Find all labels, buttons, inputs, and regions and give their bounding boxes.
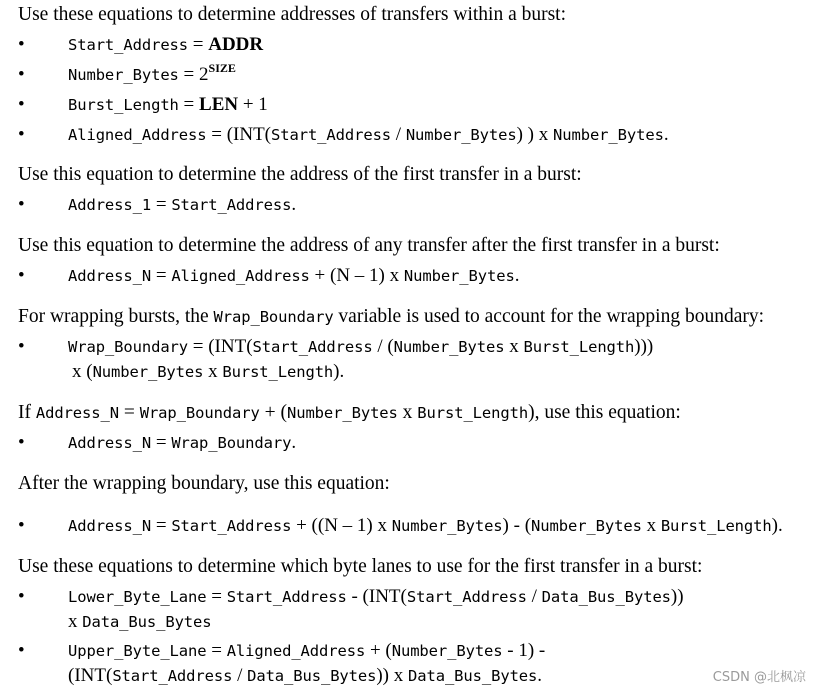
code-term: Number_Bytes <box>391 642 503 660</box>
paragraph-text: If <box>18 402 36 423</box>
code-term: Start_Address <box>112 667 233 685</box>
equation-upper-byte-lane <box>68 640 545 662</box>
first-transfer-paragraph: Use this equation to determine the address of the first transfer in a burst: <box>18 164 582 185</box>
code-term: Data_Bus_Bytes <box>408 667 538 685</box>
equation-operator: + ( <box>365 640 392 661</box>
equation-operator: x <box>504 336 524 357</box>
equation-operator: . <box>291 194 297 215</box>
code-term: Upper_Byte_Lane <box>68 642 207 660</box>
equation-operator: ). <box>771 515 783 536</box>
equation-operator: = <box>151 194 172 215</box>
exponent: SIZE <box>208 61 236 75</box>
equation-lower-byte-lane <box>68 586 684 608</box>
bullet-marker: • <box>18 94 25 115</box>
paragraph-text: variable is used to account for the wrapping boundary: <box>333 306 765 327</box>
equation-burst-length <box>68 94 268 116</box>
equation-aligned-address <box>68 124 669 146</box>
equation-lower-byte-lane-cont <box>68 611 212 633</box>
code-term: Start_Address <box>226 588 347 606</box>
equation-operator: = <box>188 34 209 55</box>
code-term: Address_N <box>68 267 152 285</box>
code-term: Number_Bytes <box>553 126 664 144</box>
code-term: Data_Bus_Bytes <box>82 613 212 631</box>
equation-upper-byte-lane-cont <box>68 665 542 687</box>
wrapping-paragraph <box>18 306 764 328</box>
code-term: Wrap_Boundary <box>68 338 189 356</box>
code-term: Wrap_Boundary <box>213 308 334 326</box>
paragraph-text: + ( <box>259 402 287 423</box>
code-term: Aligned_Address <box>68 126 207 144</box>
code-term: Number_Bytes <box>403 267 515 285</box>
code-term: Number_Bytes <box>393 338 505 356</box>
code-term: Burst_Length <box>417 404 529 422</box>
paragraph-text: = <box>118 402 140 423</box>
code-term: Number_Bytes <box>68 66 179 84</box>
equation-operator: = <box>206 586 227 607</box>
equation-operator: x <box>641 515 661 536</box>
code-term: Number_Bytes <box>92 363 204 381</box>
bullet-marker: • <box>18 64 25 85</box>
code-term: Aligned_Address <box>171 267 310 285</box>
bullet-marker: • <box>18 124 25 145</box>
code-term: Number_Bytes <box>286 404 398 422</box>
equation-operator: . <box>514 265 520 286</box>
equation-operator: = <box>206 640 227 661</box>
equation-operator: x ( <box>72 361 93 382</box>
equation-address-n <box>68 265 519 287</box>
code-term: Burst_Length <box>660 517 772 535</box>
equation-operator: - 1) - <box>502 640 546 661</box>
equation-operator: = (INT( <box>206 124 272 145</box>
bullet-marker: • <box>18 586 25 607</box>
code-term: Address_1 <box>68 196 152 214</box>
bullet-marker: • <box>18 640 25 661</box>
bullet-marker: • <box>18 515 25 536</box>
code-term: Address_N <box>35 404 119 422</box>
code-term: Wrap_Boundary <box>139 404 260 422</box>
any-transfer-paragraph: Use this equation to determine the address of any transfer after the first transfer in a burst: <box>18 235 720 256</box>
equation-number-bytes <box>68 61 236 86</box>
equation-operator: + (N – 1) x <box>309 265 404 286</box>
equation-address-1 <box>68 194 296 216</box>
equation-wrap-boundary <box>68 336 653 358</box>
value-term: LEN <box>199 94 239 115</box>
if-address-paragraph <box>18 402 681 424</box>
code-term: Start_Address <box>171 196 292 214</box>
equation-operator: . <box>663 124 669 145</box>
equation-operator: )) x <box>376 665 409 686</box>
equation-operator: x <box>68 611 83 632</box>
equation-operator: - (INT( <box>346 586 407 607</box>
code-term: Address_N <box>68 434 152 452</box>
code-term: Number_Bytes <box>405 126 517 144</box>
equation-operator: = <box>178 64 200 85</box>
equation-operator: ) ) x <box>516 124 554 145</box>
equation-operator: . <box>291 432 297 453</box>
equation-operator: ). <box>333 361 345 382</box>
value-term: ADDR <box>208 34 264 55</box>
equation-operator: = <box>151 515 172 536</box>
code-term: Start_Address <box>252 338 373 356</box>
paragraph-text: x <box>397 402 418 423</box>
code-term: Burst_Length <box>523 338 635 356</box>
equation-operator: / <box>232 665 248 686</box>
code-term: Start_Address <box>171 517 292 535</box>
equation-tail: + 1 <box>238 94 268 115</box>
code-term: Wrap_Boundary <box>171 434 292 452</box>
value-term: 2 <box>199 64 209 85</box>
bullet-marker: • <box>18 336 25 357</box>
equation-operator: = <box>151 432 172 453</box>
code-term: Address_N <box>68 517 152 535</box>
csdn-watermark: CSDN @北枫凉 <box>712 670 806 685</box>
code-term: Number_Bytes <box>531 517 642 535</box>
code-term: Burst_Length <box>222 363 334 381</box>
code-term: Start_Address <box>406 588 527 606</box>
equation-operator: + ((N – 1) x <box>291 515 392 536</box>
bullet-marker: • <box>18 265 25 286</box>
equation-operator: / <box>391 124 406 145</box>
code-term: Lower_Byte_Lane <box>68 588 207 606</box>
equation-operator: . <box>537 665 543 686</box>
after-wrapping-paragraph: After the wrapping boundary, use this equation: <box>18 473 390 494</box>
equation-operator: = (INT( <box>188 336 253 357</box>
code-term: Data_Bus_Bytes <box>247 667 377 685</box>
equation-wrap-boundary-cont <box>72 361 344 383</box>
equation-operator: = <box>178 94 200 115</box>
equation-operator: / ( <box>372 336 394 357</box>
intro-paragraph: Use these equations to determine addresses of transfers within a burst: <box>18 4 567 25</box>
code-term: Burst_Length <box>68 96 179 114</box>
equation-address-n-wrap <box>68 432 296 454</box>
equation-operator: = <box>151 265 172 286</box>
code-term: Aligned_Address <box>226 642 366 660</box>
equation-operator: )) <box>670 586 684 607</box>
code-term: Data_Bus_Bytes <box>541 588 671 606</box>
equation-address-n-after-wrap <box>68 515 783 537</box>
equation-operator: ) - ( <box>502 515 532 536</box>
code-term: Start_Address <box>271 126 392 144</box>
equation-operator: ))) <box>634 336 654 357</box>
equation-operator: x <box>203 361 223 382</box>
code-term: Start_Address <box>68 36 189 54</box>
bullet-marker: • <box>18 194 25 215</box>
equation-operator: (INT( <box>68 665 113 686</box>
byte-lanes-paragraph: Use these equations to determine which byte lanes to use for the first transfer in a burst: <box>18 556 703 577</box>
equation-start-address <box>68 34 263 56</box>
paragraph-text: For wrapping bursts, the <box>18 306 214 327</box>
equation-operator: / <box>526 586 542 607</box>
paragraph-text: ), use this equation: <box>528 402 681 423</box>
bullet-marker: • <box>18 34 25 55</box>
bullet-marker: • <box>18 432 25 453</box>
code-term: Number_Bytes <box>391 517 503 535</box>
